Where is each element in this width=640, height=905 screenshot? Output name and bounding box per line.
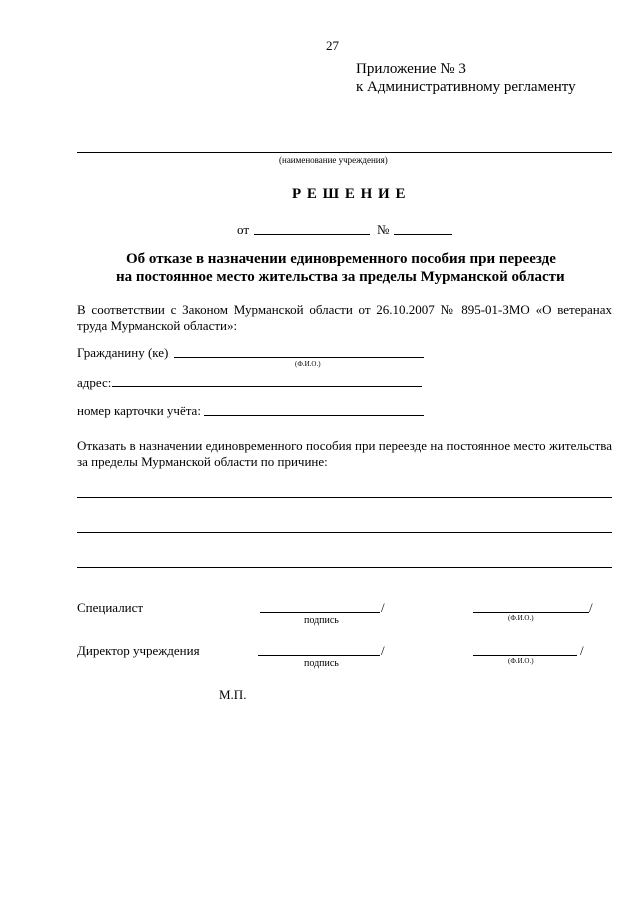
reason-line-1 xyxy=(77,497,612,498)
institution-line xyxy=(77,152,612,153)
reason-line-2 xyxy=(77,532,612,533)
refusal-line-1: Отказать в назначении единовременного пособия при переезде на постоянное место жительства xyxy=(77,438,612,453)
card-label: номер карточки учёта: xyxy=(77,403,201,418)
director-slash-2: / xyxy=(580,643,584,658)
citizen-name-caption: (Ф.И.О.) xyxy=(295,360,321,368)
director-slash-1: / xyxy=(381,643,385,658)
decision-title: Р Е Ш Е Н И Е xyxy=(292,186,407,202)
director-name-line xyxy=(473,655,577,656)
number-line xyxy=(394,234,452,235)
date-line xyxy=(254,234,370,235)
director-signature-line xyxy=(258,655,380,656)
page-number: 27 xyxy=(326,38,339,53)
card-number-line xyxy=(204,415,424,416)
institution-caption: (наименование учреждения) xyxy=(279,155,388,165)
specialist-slash-1: / xyxy=(381,600,385,615)
subject-line-2: на постоянное место жительства за пределы Мурманской области xyxy=(116,269,565,285)
appendix-number: Приложение № 3 xyxy=(356,61,466,77)
address-line xyxy=(112,386,422,387)
stamp-place: М.П. xyxy=(219,687,247,702)
specialist-name-caption: (Ф.И.О.) xyxy=(508,614,534,622)
citizen-name-line xyxy=(174,357,424,358)
specialist-signature-line xyxy=(260,612,380,613)
refusal-line-2: за пределы Мурманской области по причине: xyxy=(77,454,328,469)
preamble-line-2: труда Мурманской области»: xyxy=(77,318,238,333)
specialist-label: Специалист xyxy=(77,600,144,615)
number-label: № xyxy=(377,222,390,237)
reason-line-3 xyxy=(77,567,612,568)
director-name-caption: (Ф.И.О.) xyxy=(508,657,534,665)
specialist-signature-caption: подпись xyxy=(304,615,339,626)
address-label: адрес: xyxy=(77,375,112,390)
director-signature-caption: подпись xyxy=(304,658,339,669)
citizen-label: Гражданину (ке) xyxy=(77,345,169,360)
subject-line-1: Об отказе в назначении единовременного пособия при переезде xyxy=(126,251,556,267)
director-label: Директор учреждения xyxy=(77,643,200,658)
specialist-slash-2: / xyxy=(589,600,593,615)
date-from-label: от xyxy=(237,222,250,237)
appendix-reference: к Административному регламенту xyxy=(356,79,576,95)
preamble-line-1: В соответствии с Законом Мурманской области от 26.10.2007 № 895-01-ЗМО «О ветеранах xyxy=(77,302,612,317)
specialist-name-line xyxy=(473,612,589,613)
